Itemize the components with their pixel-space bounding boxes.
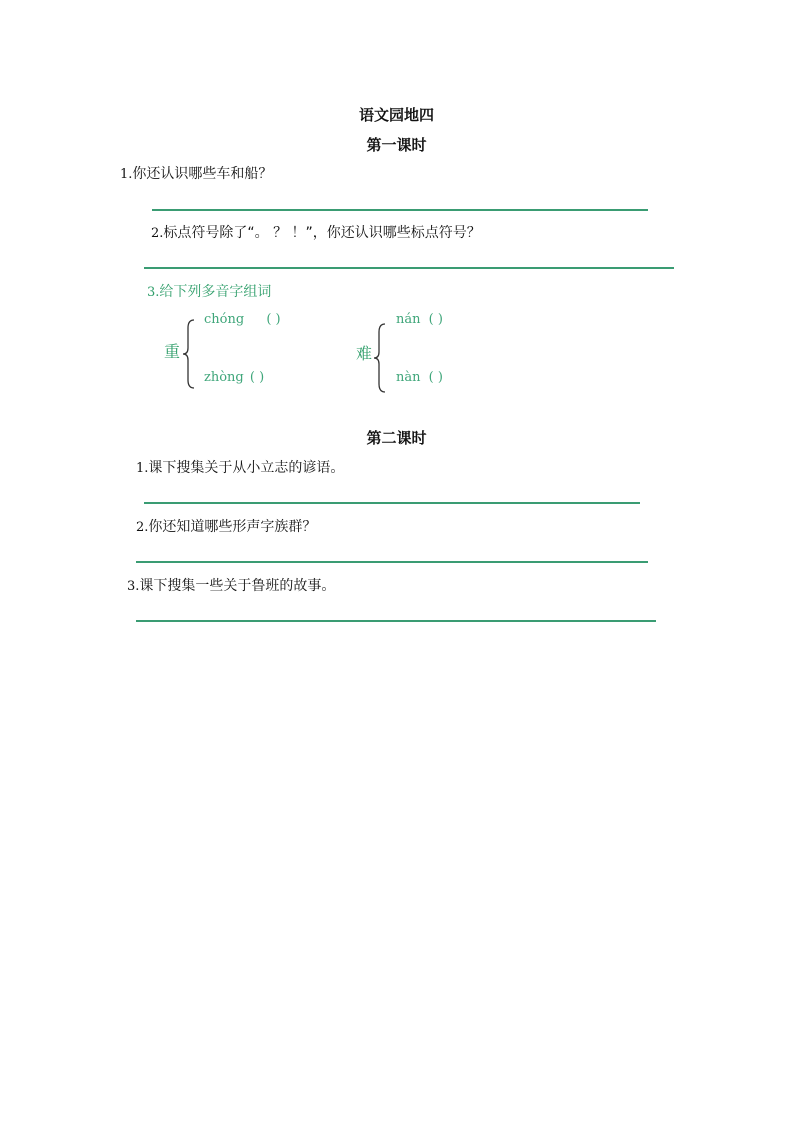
polyphone-char-zhong: 重: [164, 342, 181, 361]
answer-blank[interactable]: ( ): [428, 312, 443, 327]
lesson1-question-3: [147, 281, 271, 301]
answer-blank[interactable]: ( ): [249, 370, 265, 385]
curly-brace-icon: [373, 322, 387, 394]
polyphone-char-nan: 难: [356, 344, 373, 363]
lesson2-question-3: [127, 575, 335, 595]
answer-blank[interactable]: ( ): [266, 312, 281, 327]
answer-line-l2-q3[interactable]: [136, 620, 656, 622]
page-title: 语文园地四: [358, 106, 434, 124]
answer-blank[interactable]: ( ): [428, 370, 443, 385]
pinyin-label: nán: [396, 312, 421, 327]
question-text: 课下搜集一些关于鲁班的故事。: [139, 578, 336, 594]
question-text: 标点符号除了“。 ？ ！”，你还认识哪些标点符号？: [163, 225, 481, 241]
answer-line-l1-q1[interactable]: [152, 209, 648, 211]
answer-line-l2-q1[interactable]: [144, 502, 640, 504]
pinyin-label: nàn: [396, 370, 421, 385]
question-number: 1.: [120, 167, 133, 182]
question-text: 课下搜集关于从小立志的谚语。: [148, 460, 345, 476]
question-text: 你还认识哪些车和船？: [132, 166, 273, 182]
question-number: 2.: [151, 226, 164, 241]
polyphone-reading: [204, 312, 281, 327]
pinyin-label: chóng: [204, 312, 245, 327]
answer-line-l2-q2[interactable]: [136, 561, 648, 563]
question-number: 3.: [147, 285, 160, 300]
polyphone-reading: [396, 312, 443, 327]
curly-brace-icon: [182, 318, 196, 390]
question-number: 2.: [136, 520, 149, 535]
pinyin-label: zhòng: [204, 370, 244, 385]
polyphone-reading: [204, 370, 264, 385]
question-number: 1.: [136, 461, 149, 476]
lesson2-question-1: [136, 457, 344, 477]
question-text: 你还知道哪些形声字族群？: [148, 519, 317, 535]
polyphone-reading: [396, 370, 443, 385]
lesson1-question-1: [120, 163, 272, 183]
question-number: 3.: [127, 579, 140, 594]
lesson2-title: 第二课时: [366, 429, 427, 447]
answer-line-l1-q2[interactable]: [144, 267, 674, 269]
lesson2-question-2: [136, 516, 316, 536]
lesson1-question-2: [151, 222, 481, 242]
question-text: 给下列多音字组词: [159, 284, 272, 300]
lesson1-title: 第一课时: [366, 136, 427, 154]
